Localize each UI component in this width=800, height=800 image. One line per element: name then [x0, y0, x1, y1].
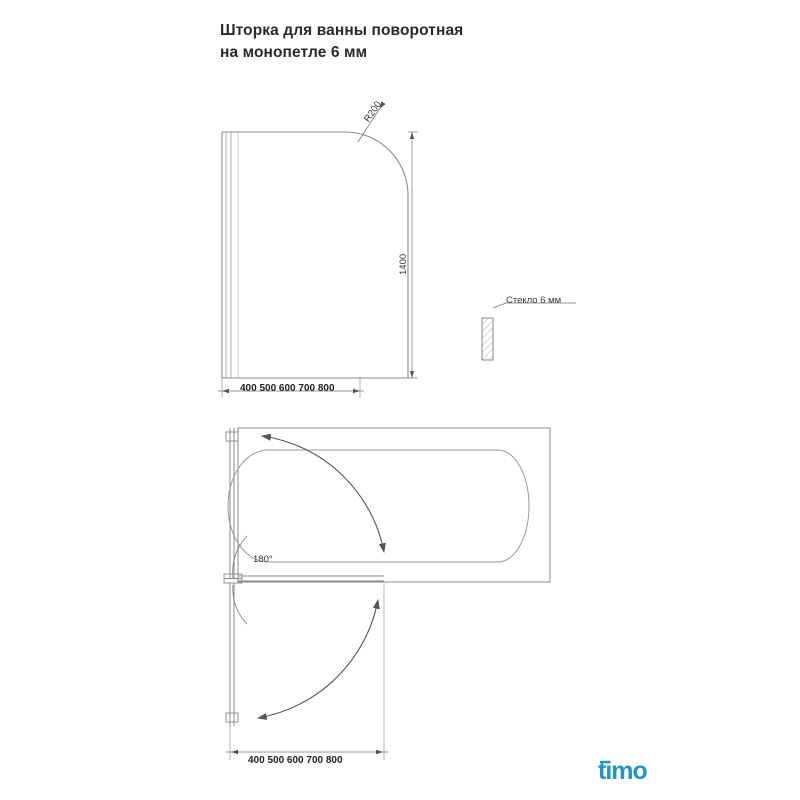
- glass-thickness-detail: [482, 303, 576, 360]
- page-title-line-1: Шторка для ванны поворотная: [220, 22, 464, 39]
- radius-label: R200: [362, 99, 385, 125]
- plan-view-bath-group: [226, 428, 550, 582]
- plan-width-dimension-label: 400 500 600 700 800: [248, 755, 343, 766]
- front-view-group: [218, 108, 418, 398]
- swing-angle-label: 180°: [253, 554, 273, 565]
- brand-logo: [598, 758, 688, 784]
- front-width-dimension-label: 400 500 600 700 800: [240, 383, 335, 394]
- glass-thickness-label: Стекло 6 мм: [506, 295, 562, 306]
- height-dimension-label: 1400: [398, 253, 409, 275]
- brand-logo-text: timo: [598, 758, 647, 784]
- plan-view-open-group: [224, 574, 388, 760]
- page-title-line-2: на монопетле 6 мм: [220, 44, 368, 61]
